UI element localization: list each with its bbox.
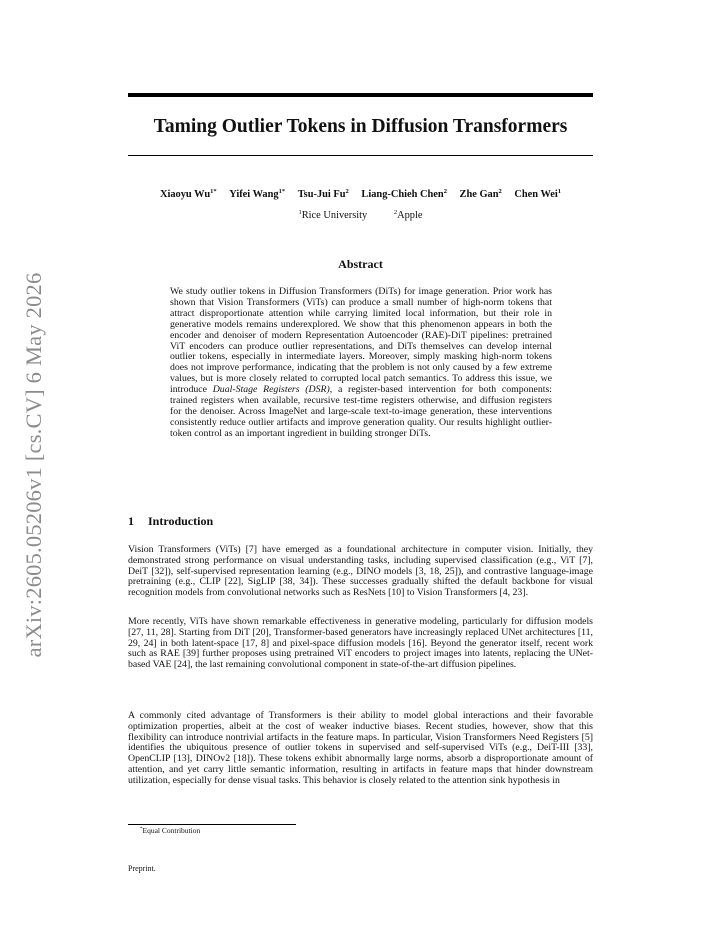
author: Xiaoyu $Wu^{1*}$ xyxy=(159,188,217,200)
footer-preprint: Preprint. xyxy=(128,864,156,873)
author: Tsu-Jui Fu$^2$ xyxy=(297,188,349,200)
body-paragraph: A commonly cited advantage of Transformers is their ability to model global interactions and their favorable optimization properties, albeit at the cost of weaker inductive biases. Recent studies, however, show that this flexibility can introduce nontrivial artifacts in the feature maps. In particular, Vision Transformers Need Registers [5] identifies the ubiquitous presence of outlier tokens in supervised and self-supervised ViTs (e.g., DeiT-III [33], OpenCLIP [13], DINOv2 [18]). These tokens exhibit abnormally large norms, absorb a disproportionate amount of attention, and yet carry little semantic information, resulting in artifacts in feature maps that hinder downstream utilization, especially for dense visual tasks. This behavior is closely related to the attention sink hypothesis in xyxy=(128,710,593,786)
abstract-heading: Abstract xyxy=(338,257,383,271)
author: Zhe Gan$^2$ xyxy=(459,188,502,200)
affiliation: $^2$Apple xyxy=(393,209,423,221)
body-paragraph: Vision Transformers (ViTs) [7] have emerged as a foundational architecture in computer vision. Initially, they demonstrated strong performance on visual understanding tasks, including supervised classification (e.g., ViT [7], DeiT [32]), self-supervised representation learning (e.g., DINO models [3, 18, 25]), and contrastive language-image pretraining (e.g., CLIP [22], SigLIP [38, 34]). These successes gradually shifted the default backbone for visual recognition models from convolutional networks such as ResNets [10] to Vision Transformers [4, 23]. xyxy=(128,544,593,599)
author: Chen Wei$^1$ xyxy=(514,188,562,200)
section-heading xyxy=(128,514,213,529)
section-title: Introduction xyxy=(148,514,214,528)
title-bottom-rule xyxy=(128,155,593,156)
footnote: *Equal Contribution xyxy=(140,826,201,835)
body-paragraph: More recently, ViTs have shown remarkable effectiveness in generative modeling, particularly for diffusion models [27, 11, 28]. Starting from DiT [20], Transformer-based generators have increasingly replaced UNet architectures [11, 29, 24] in both latent-space [17, 8] and pixel-space diffusion models [16]. Beyond the generator itself, recent work such as RAE [39] further proposes using pretrained ViT encoders to project images into latents, replacing the UNet-based VAE [24], the last remaining convolutional component in state-of-the-art diffusion pipelines. xyxy=(128,616,593,671)
title-top-rule xyxy=(128,93,593,97)
method-name: Dual-Stage Registers (DSR) xyxy=(212,384,330,396)
paper-title: Taming Outlier Tokens in Diffusion Transformers xyxy=(153,116,568,137)
section-number: 1 xyxy=(128,514,134,528)
arxiv-side-stamp xyxy=(14,260,54,670)
footnote-rule xyxy=(128,824,296,825)
abstract-text: We study outlier tokens in Diffusion Transformers (DiTs) for image generation. Prior work has shown that Vision Transformers (ViTs) can produce a small number of high-norm tokens that attract disproportionate attention while carrying limited local information, but their role in generative models remains underexplored. We show that this phenomenon appears in both the encoder and denoiser of modern Representation Autoencoder (RAE)-DiT pipelines: pretrained ViT encoders can produce outlier representations, and DiTs themselves can develop internal outlier tokens, especially in intermediate layers. Moreover, simply masking high-norm tokens does not improve performance, indicating that the problem is not only caused by a few extreme values, but is more closely related to corrupted local patch semantics. To address this issue, we introduce Dual-Stage Registers (DSR), a register-based intervention for both components: trained registers when available, recursive test-time registers otherwise, and diffusion registers for the denoiser. Across ImageNet and large-scale text-to-image generation, these interventions consistently reduce outlier artifacts and improve generation quality. Our results highlight outlier-token control as an important ingredient in building stronger DiTs. xyxy=(170,286,552,439)
author-list xyxy=(128,188,593,200)
arxiv-identifier: arXiv:2605.05206v1 [cs.CV] 6 May 2026 xyxy=(21,272,46,658)
author: Liang-Chieh Chen$^2$ xyxy=(361,188,447,200)
author: Yifei Wang$^{1*}$ xyxy=(229,188,286,200)
affiliation: $^1$Rice University xyxy=(298,209,368,221)
affiliation-list xyxy=(128,209,593,221)
